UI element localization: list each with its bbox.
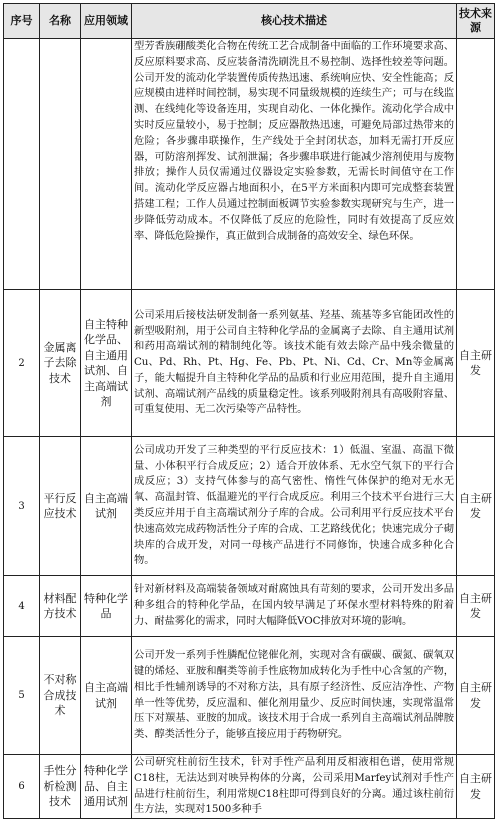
row-name (40, 39, 81, 290)
row-source (457, 39, 495, 290)
row-field: 特种化学品 (81, 576, 132, 637)
table-row (4, 637, 495, 755)
row-name: 手性分析检测技术 (40, 755, 81, 819)
technology-table (3, 3, 495, 819)
table-row (4, 437, 495, 576)
row-number: 2 (4, 290, 40, 437)
row-description: 公司研究柱前衍生技术，针对手性产品利用反相液相色谱，使用常规C18柱，无法达到对映异构体的分离，公司采用Marfey试剂对手性产品进行柱前衍生，利用常规C18柱即可得到良好的分离。通过该柱前衍生方法，实现对1500多种手 (132, 755, 457, 819)
header-field: 应用领域 (81, 4, 132, 39)
row-source: 自主研发 (457, 755, 495, 819)
header-name: 名称 (40, 4, 81, 39)
row-name: 金属离子去除技术 (40, 290, 81, 437)
row-description: 针对新材料及高端装备领域对耐腐蚀具有苛刻的要求，公司开发出多品种多组合的特种化学品，在国内较早满足了环保水型材料特殊的附着力、耐盐雾化的需求，同时大幅降低VOC排放对环境的影响。 (132, 576, 457, 637)
row-description: 公司成功开发了三种类型的平行反应技术：1）低温、室温、高温下微量、小体积平行合成反应；2）适合开放体系、无水空气氛下的平行合成反应；3）支持气体参与的高气密性、惰性气体保护的绝对无水无氧、高温封管、低温避光的平行合成反应。利用三个技术平台进行三大类反应并用于自主高端试剂分子库的合成。公司利用平行反应技术平台快速高效完成药物活性分子库的合成、工艺路线优化；快速完成分子砌块库的合成开发，对同一母核产品进行不同修饰，快速合成多种化合物。 (132, 437, 457, 576)
row-field: 特种化学品、自主通用试剂 (81, 755, 132, 819)
table-row (4, 290, 495, 437)
row-field: 自主特种化学品、自主通用试剂、自主高端试剂 (81, 290, 132, 437)
row-field: 自主高端试剂 (81, 637, 132, 755)
row-source: 自主研发 (457, 437, 495, 576)
row-number (4, 39, 40, 290)
row-field (81, 39, 132, 290)
row-description: 公司开发一系列手性膦配位铑催化剂，实现对含有碳碳、碳氮、碳氧双键的烯烃、亚胺和酮类等前手性底物加成转化为手性中心含氢的产物，相比手性辅剂诱导的不对称方法，具有原子经济性、反应洁净性、产物单一性等优势，反应温和、催化剂用量少、反应时间快速，实现常温常压下对羰基、亚胺的加成。该技术用于合成一系列自主高端试剂品牌胺类、醇类活性分子，能够直接应用于药物研究。 (132, 637, 457, 755)
header-number: 序号 (4, 4, 40, 39)
header-description: 核心技术描述 (132, 4, 457, 39)
row-number: 6 (4, 755, 40, 819)
header-source: 技术来源 (457, 4, 495, 39)
row-number: 5 (4, 637, 40, 755)
row-source: 自主研发 (457, 637, 495, 755)
table-header-row (4, 4, 495, 39)
row-field: 自主高端试剂 (81, 437, 132, 576)
row-description: 公司采用后接枝法研发制备一系列氨基、羟基、巯基等多官能团改性的新型吸附剂，用于公司自主特种化学品的金属离子去除、自主通用试剂和药用高端试剂的精制纯化等。该技术能有效去除产品中残余微量的Cu、Pd、Rh、Pt、Hg、Fe、Pb、Pt、Ni、Cd、Cr、Mn等金属离子，能大幅提升自主特种化学品的品质和行业应用范围，提升自主通用试剂、高端试剂产品线的质量稳定性。该系列吸附剂具有高吸附容量、可重复使用、无二次污染等产品特性。 (132, 290, 457, 437)
row-name: 不对称合成技术 (40, 637, 81, 755)
row-source: 自主研发 (457, 290, 495, 437)
table-row (4, 576, 495, 637)
row-source: 自主研发 (457, 576, 495, 637)
table-row (4, 755, 495, 819)
row-name: 材料配方技术 (40, 576, 81, 637)
table-row (4, 39, 495, 290)
row-number: 3 (4, 437, 40, 576)
row-name: 平行反应技术 (40, 437, 81, 576)
row-description: 型芳香族硼酸类化合物在传统工艺合成制备中面临的工作环境要求高、反应原料要求高、反应装备清洗刷洗且不易控制、选择性较差等问题。公司开发的流动化学装置传质传热迅速、系统响应快、安全性能高；反应规模由进样时间控制，易实现不同量级规模的连续生产；可与在线监测、在线纯化等设备连用，实现自动化、一体化操作。流动化学合成中实时反应量较小，易于控制；反应器散热迅速，可避免局部过热带来的危险；各步骤串联操作，生产线处于全封闭状态，加料无需打开反应器，可防溶剂挥发、试剂泄漏；各步骤串联进行能减少溶剂使用与废物排放；操作人员仅需通过仪器设定实验参数，无需长时间值守在工作间。流动化学反应器占地面积小，在5平方米面积内即可完成整套装置搭建工程；工作人员通过控制面板调节实验参数实现研究与生产，进一步降低劳动成本。不仅降低了反应的危险性，同时有效提高了反应效率、降低危险操作，真正做到合成制备的高效安全、绿色环保。 (132, 39, 457, 290)
row-number: 4 (4, 576, 40, 637)
